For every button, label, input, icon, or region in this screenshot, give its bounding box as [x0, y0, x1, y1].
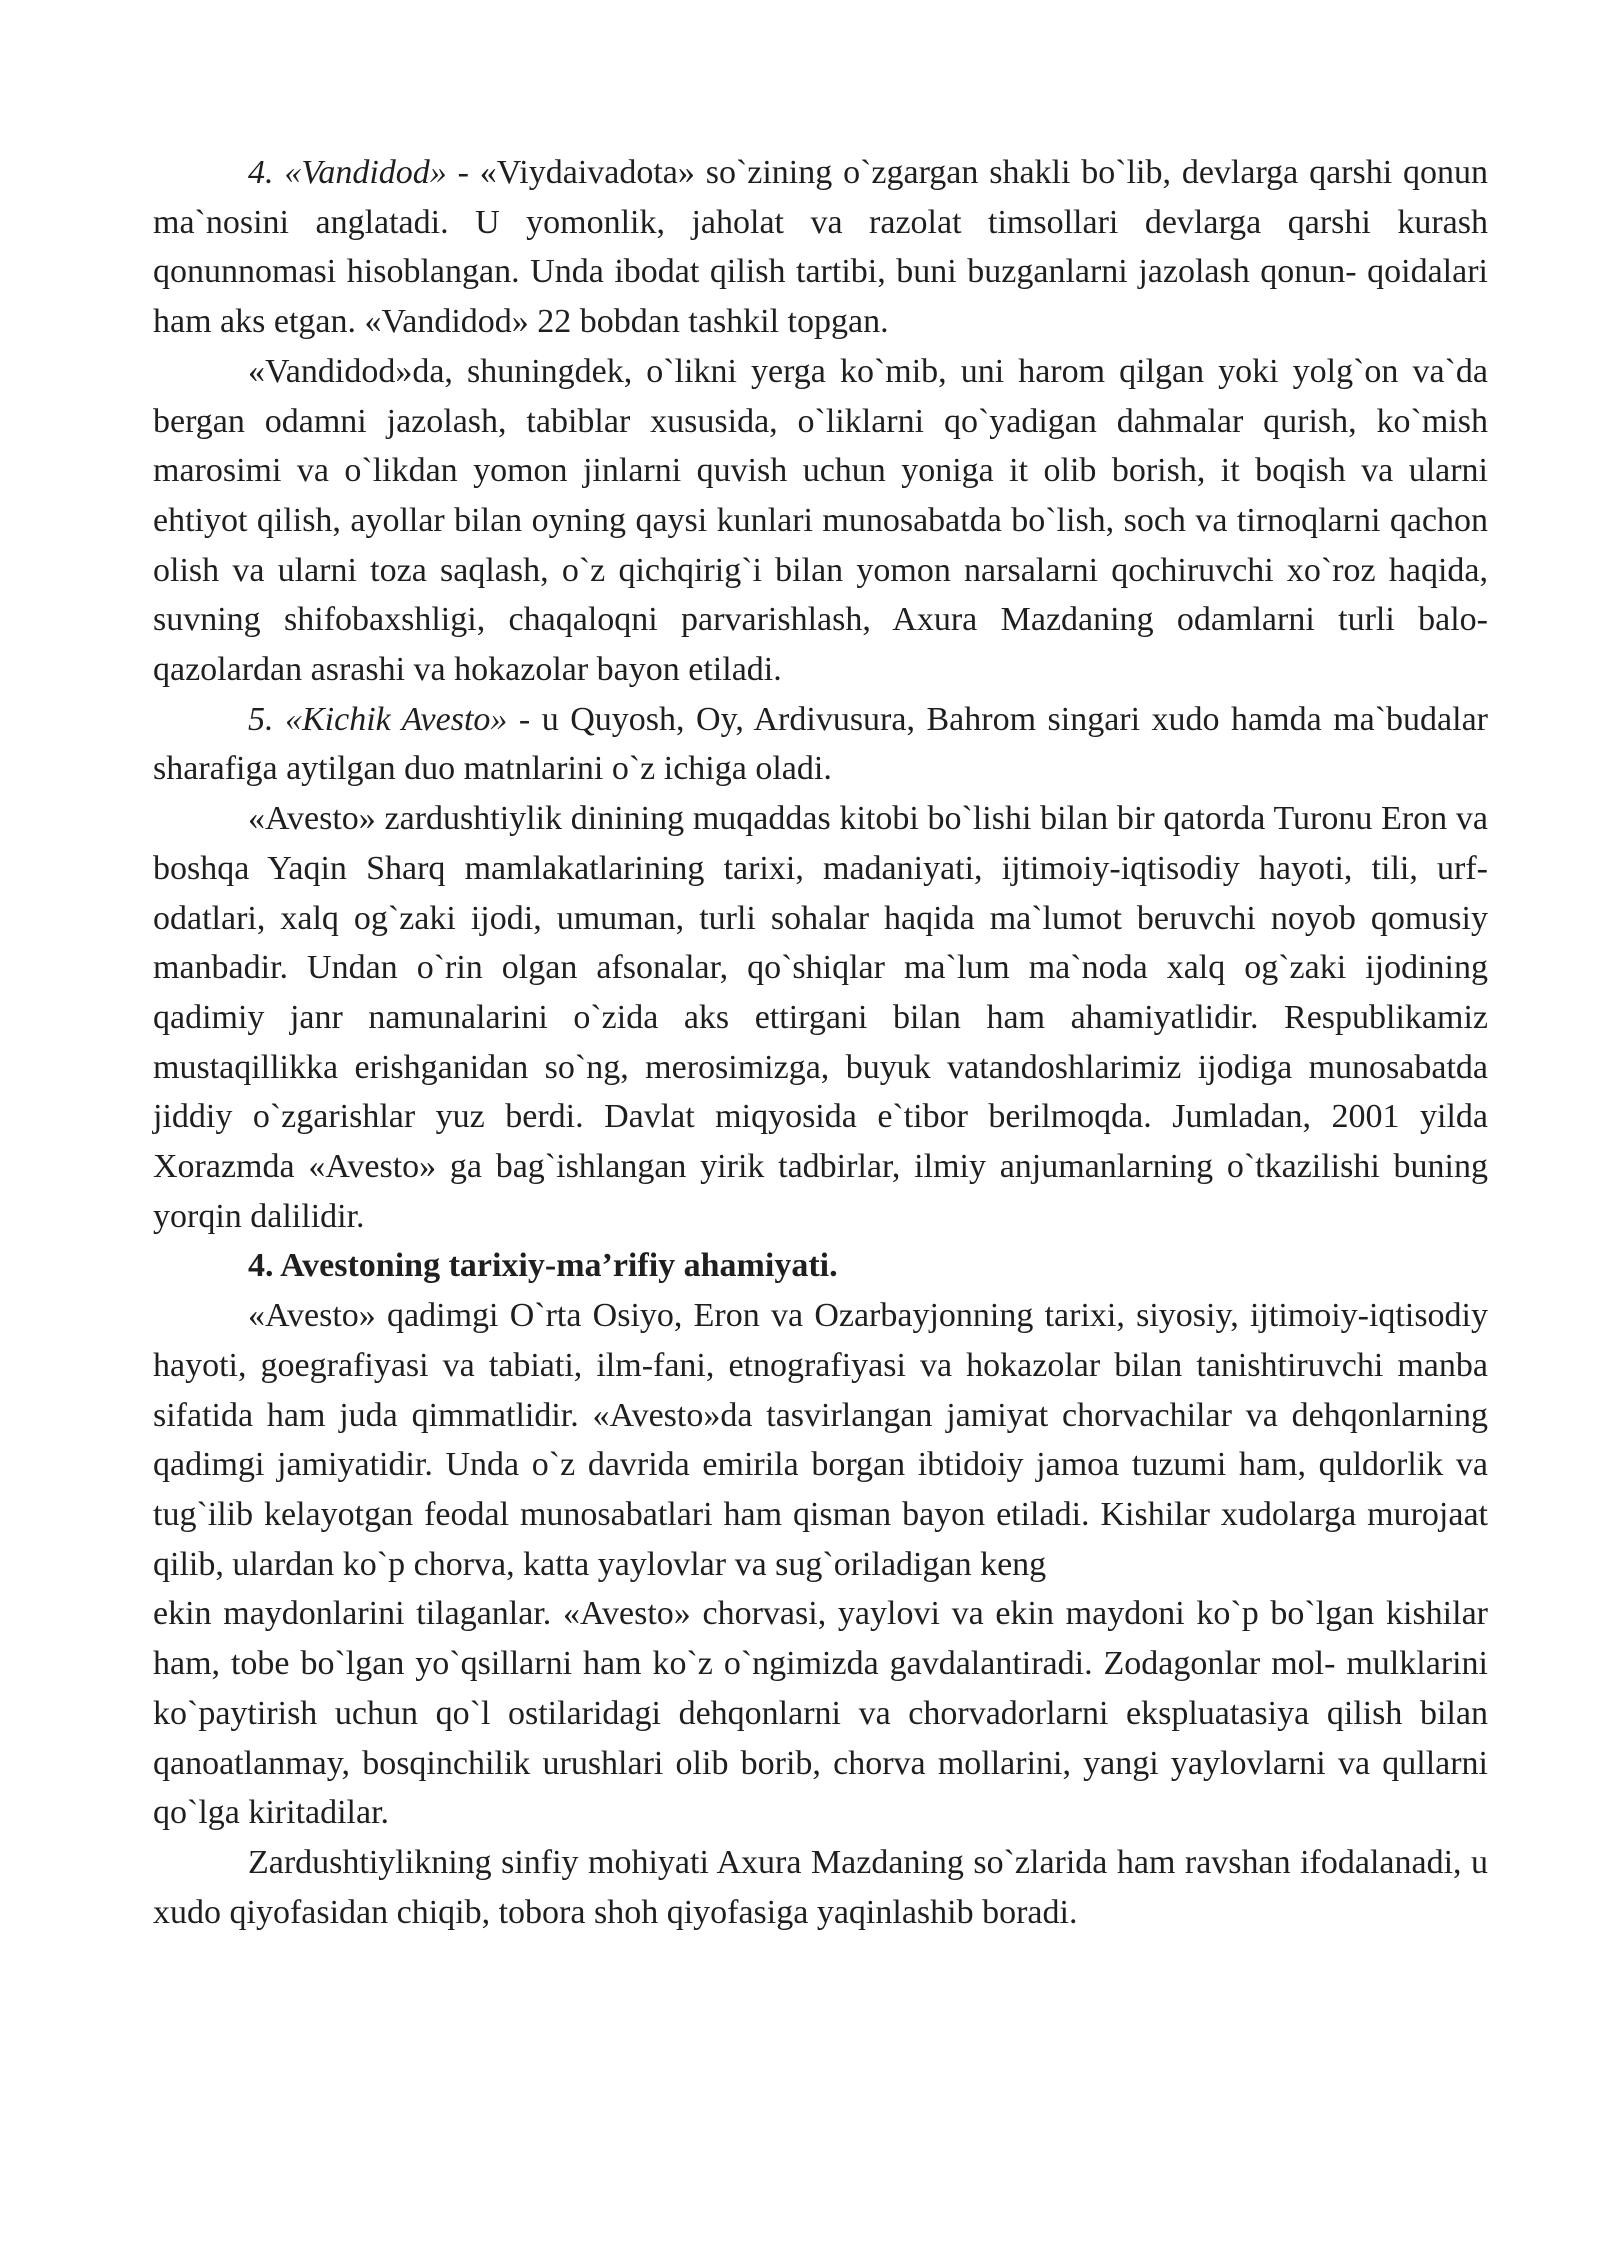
- paragraph-continuation: ekin maydonlarini tilaganlar. «Avesto» chorvasi, yaylovi va ekin maydoni ko`p bo`lgan kishilar ham, tobe bo`lgan yo`qsillarni ham ko`z o`ngimizda gavdalantiradi. Zodagonlar mol- mulklarini ko`paytirish uchun qo`l ostilaridagi dehqonlarni va chorvadorlarni ekspluatasiya qilish bilan qanoatlanmay, bosqinchilik urushlari olib borib, chorva mollarini, yangi yaylovlarni va qullarni qo`lga kiritadilar.: [153, 1595, 1488, 1832]
- paragraph-avesto-significance: «Avesto» zardushtiylik dinining muqaddas kitobi bo`lishi bilan bir qatorda Turonu Eron va boshqa Yaqin Sharq mamlakatlarining tarixi, madaniyati, ijtimoiy-iqtisodiy hayoti, tili, urf-odatlari, xalq og`zaki ijodi, umuman, turli sohalar haqida ma`lumot beruvchi noyob qomusiy manbadir. Undan o`rin olgan afsonalar, qo`shiqlar ma`lum ma`noda xalq og`zaki ijodining qadimiy janr namunalarini o`zida aks ettirgani bilan ham ahamiyatlidir. Respublikamiz mustaqillikka erishganidan so`ng, merosimizga, buyuk vatandoshlarimiz ijodiga munosabatda jiddiy o`zgarishlar yuz berdi. Davlat miqyosida e`tibor berilmoqda. Jumladan, 2001 yilda Xorazmda «Avesto» ga bag`ishlangan yirik tadbirlar, ilmiy anjumanlarning o`tkazilishi buning yorqin dalilidir.: [153, 800, 1488, 1235]
- section-lead-vandidod: 4. «Vandidod»: [248, 154, 447, 191]
- paragraph-vandidod-details: «Vandidod»da, shuningdek, o`likni yerga ko`mib, uni harom qilgan yoki yolg`on va`da bergan odamni jazolash, tabiblar xususida, o`liklarni qo`yadigan dahmalar qurish, ko`mish marosimi va o`likdan yomon jinlarni quvish uchun yoniga it olib borish, it boqish va ularni ehtiyot qilish, ayollar bilan oyning qaysi kunlari munosabatda bo`lish, soch va tirnoqlarni qachon olish va ularni toza saqlash, o`z qichqirig`i bilan yomon narsalarni qochiruvchi xo`roz haqida, suvning shifobaxshligi, chaqaloqni parvarishlash, Axura Mazdaning odamlarni turli balo-qazolardan asrashi va hokazolar bayon etiladi.: [153, 352, 1488, 689]
- paragraph-text: - «Viydaivadota» so`zining o`zgargan shakli bo`lib, devlarga qarshi qonun ma`nosini anglatadi. U yomonlik, jaholat va razolat timsollari devlarga qarshi kurash qonunnomasi hisoblangan. Unda ibodat qilish tartibi, buni buzganlarni jazolash qonun- qoidalari ham aks etgan. «Vandidod» 22 bobdan tashkil topgan.: [153, 154, 1488, 341]
- section-lead-kichik-avesto: 5. «Kichik Avesto»: [248, 700, 508, 738]
- section-heading: 4. Avestoning tarixiy-ma’rifiy ahamiyati.: [248, 1247, 838, 1285]
- paragraph-text: - u Quyosh, Oy, Ardivusura, Bahrom singari xudo hamda ma`budalar sharafiga aytilgan duo matnlarini o`z ichiga oladi.: [153, 700, 1489, 788]
- paragraph-vandidod-intro: [153, 148, 1488, 347]
- paragraph-kichik-avesto: [153, 695, 1488, 794]
- paragraph-class-essence: Zardushtiylikning sinfiy mohiyati Axura Mazdaning so`zlarida ham ravshan ifodalanadi, u xudo qiyofasidan chiqib, tobora shoh qiyofasiga yaqinlashib boradi.: [153, 1843, 1488, 1931]
- paragraph-historical-value: «Avesto» qadimgi O`rta Osiyo, Eron va Ozarbayjonning tarixi, siyosiy, ijtimoiy-iqtisodiy hayoti, goegrafiyasi va tabiati, ilm-fani, etnografiyasi va hokazolar bilan tanishtiruvchi manba sifatida ham juda qimmatlidir. «Avesto»da tasvirlangan jamiyat chorvachilar va dehqonlarning qadimgi jamiyatidir. Unda o`z davrida emirila borgan ibtidoiy jamoa tuzumi ham, quldorlik va tug`ilib kelayotgan feodal munosabatlari ham qisman bayon etiladi. Kishilar xudolarga murojaat qilib, ulardan ko`p chorva, katta yaylovlar va sug`oriladigan keng: [153, 1297, 1488, 1583]
